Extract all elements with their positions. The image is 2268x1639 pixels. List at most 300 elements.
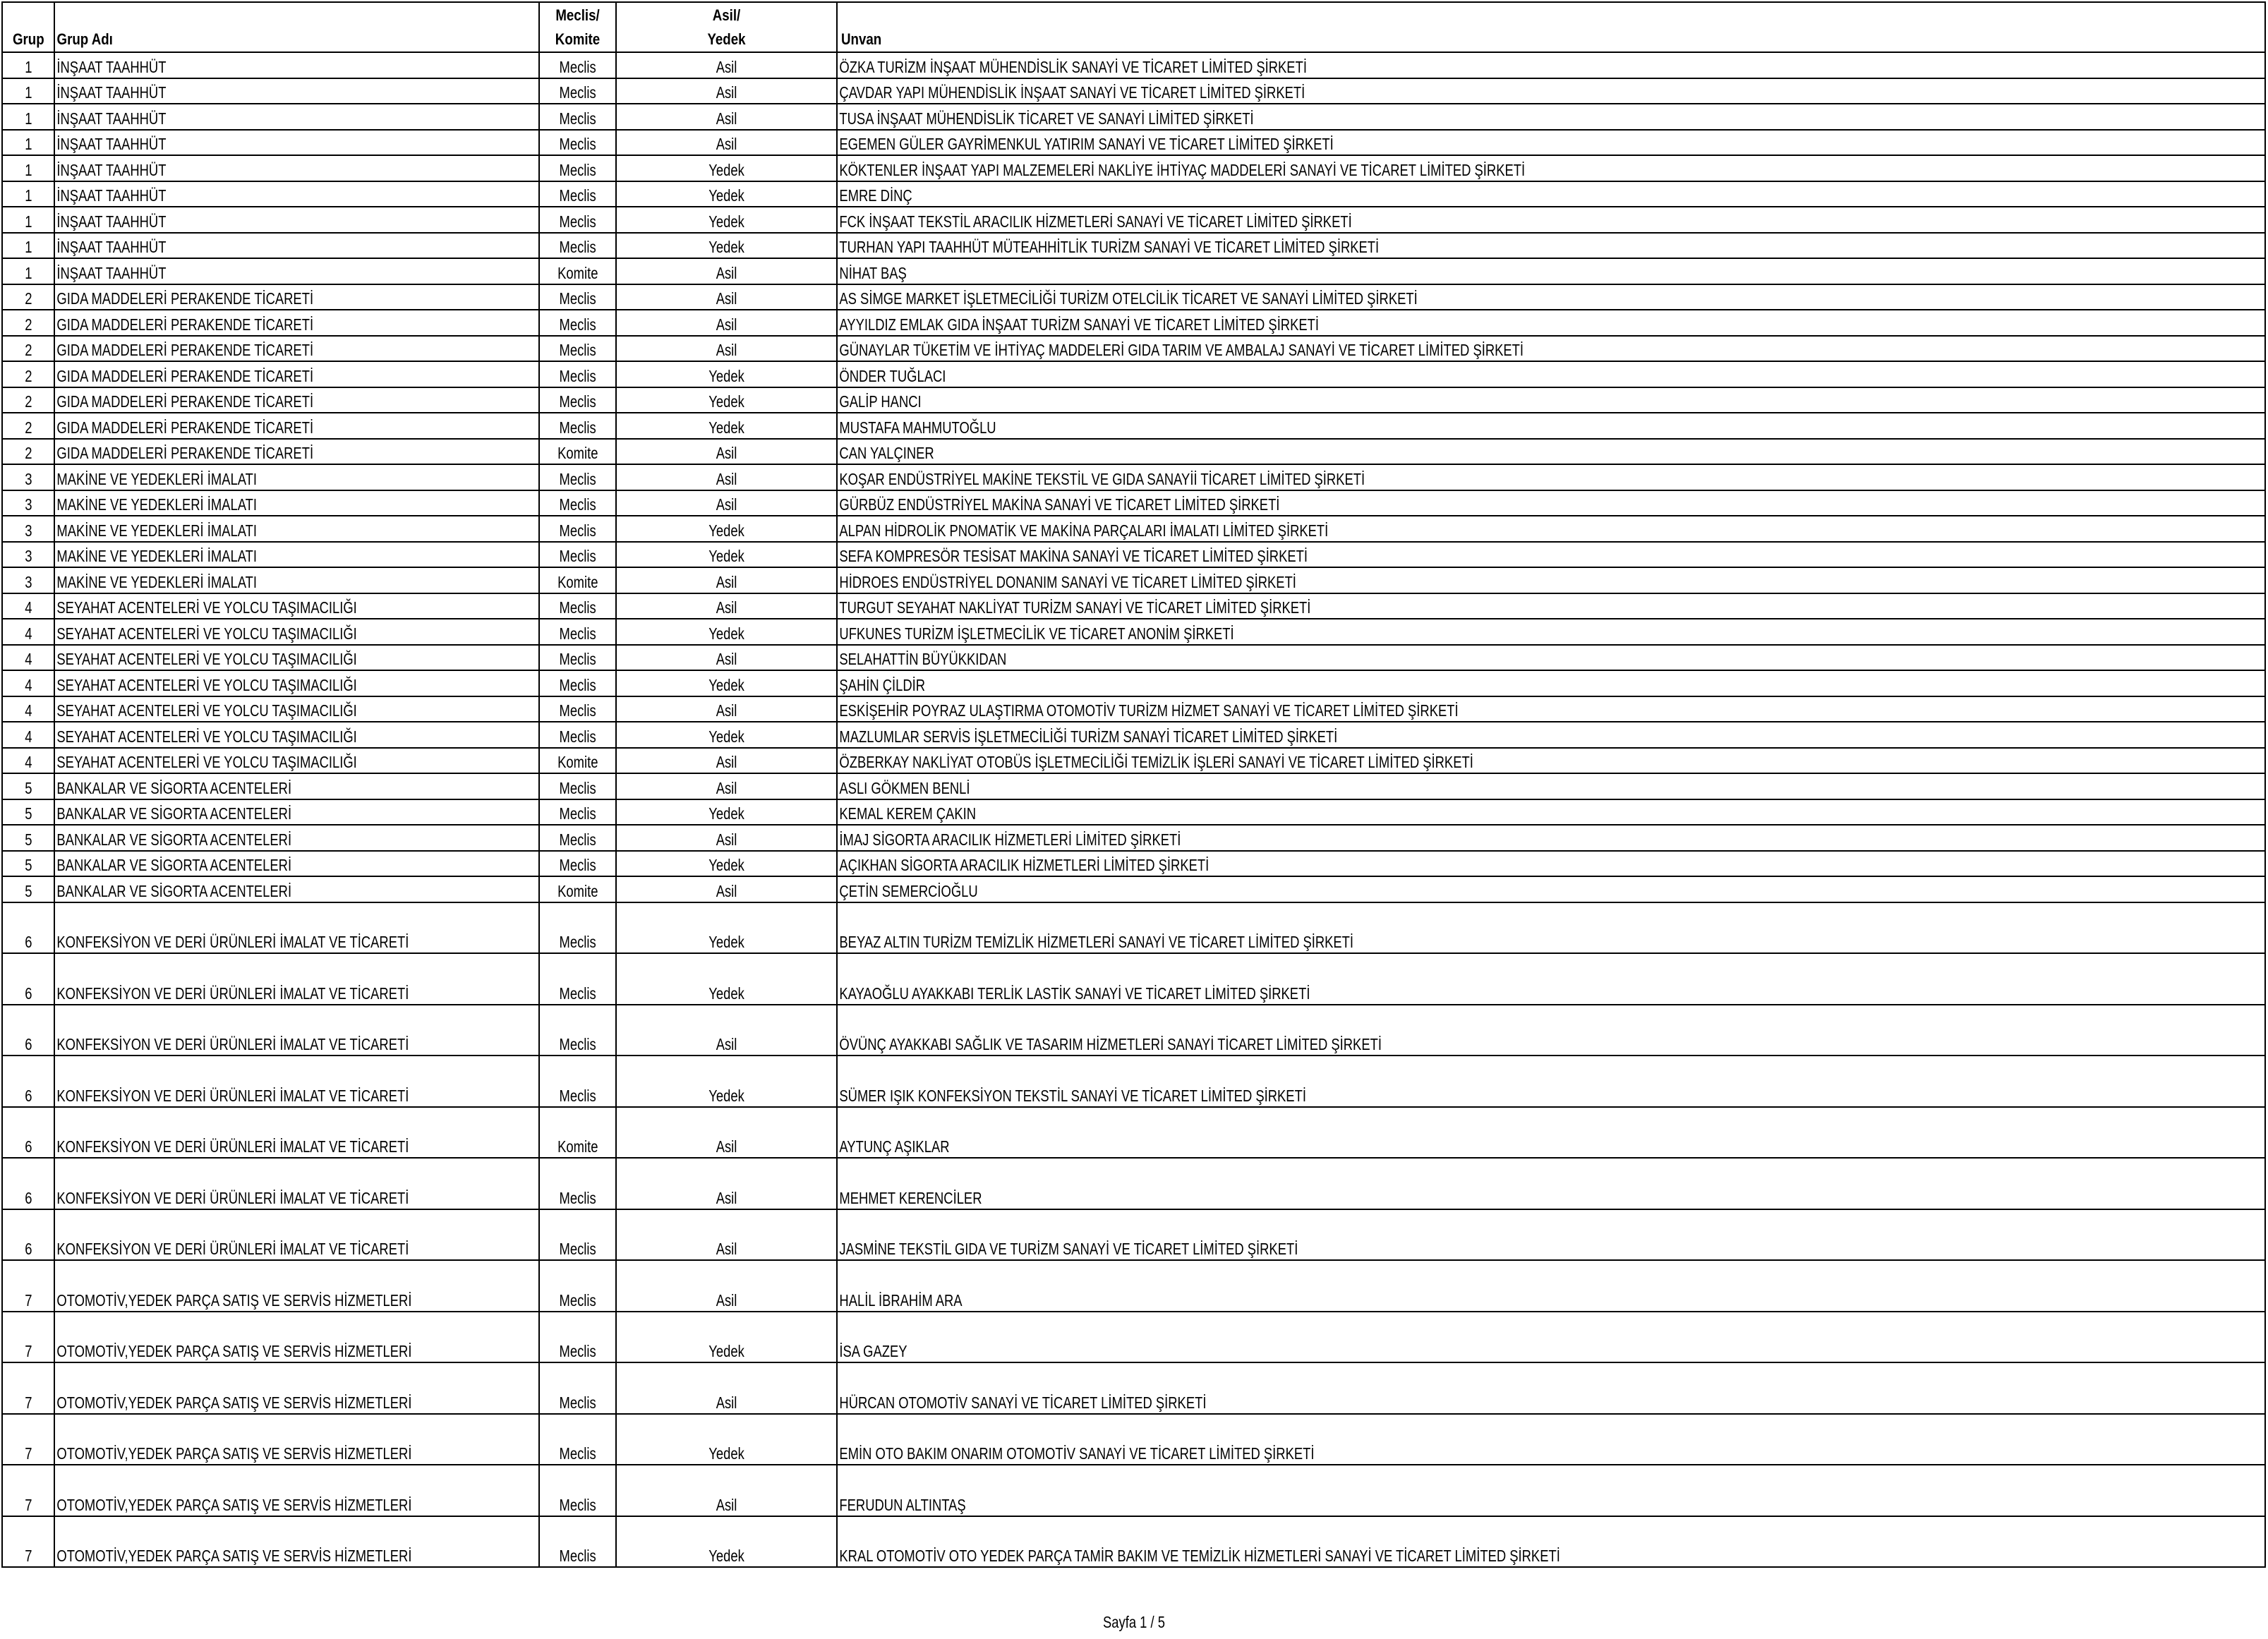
cell-asil-yedek-text: Asil (716, 650, 737, 668)
cell-grup (2, 1414, 54, 1465)
cell-unvan-text: KOŞAR ENDÜSTRİYEL MAKİNE TEKSTİL VE GIDA SANAYİİ TİCARET LİMİTED ŞİRKETİ (839, 469, 1365, 488)
cell-meclis-komite-text: Meclis (559, 57, 596, 76)
cell-meclis-komite (539, 336, 616, 362)
cell-grup (2, 130, 54, 156)
cell-unvan-text: GÜRBÜZ ENDÜSTRİYEL MAKİNA SANAYİ VE TİCARET LİMİTED ŞİRKETİ (839, 495, 1280, 514)
cell-grup-adi-text: GIDA MADDELERİ PERAKENDE TİCARETİ (56, 341, 314, 359)
cell-grup-text: 4 (24, 598, 32, 617)
cell-unvan-text: ÖZBERKAY NAKLİYAT OTOBÜS İŞLETMECİLİĞİ TEMİZLİK İŞLERİ SANAYİ VE TİCARET LİMİTED ŞİRKETİ (839, 753, 1473, 771)
table-row (2, 902, 2265, 954)
table-row (2, 748, 2265, 774)
cell-grup-adi (54, 567, 539, 593)
cell-asil-yedek-text: Yedek (708, 521, 744, 540)
cell-asil-yedek-text: Yedek (708, 212, 744, 231)
cell-grup-adi-text: KONFEKSİYON VE DERİ ÜRÜNLERİ İMALAT VE TİCARETİ (56, 933, 409, 951)
cell-grup-adi (54, 619, 539, 645)
cell-asil-yedek-text: Asil (716, 830, 737, 849)
cell-grup (2, 104, 54, 130)
cell-asil-yedek-text: Yedek (708, 418, 744, 437)
cell-grup-text: 4 (24, 650, 32, 668)
cell-grup-adi-text: OTOMOTİV,YEDEK PARÇA SATIŞ VE SERVİS HİZMETLERİ (56, 1547, 412, 1565)
cell-asil-yedek (616, 1362, 837, 1414)
cell-asil-yedek-text: Yedek (708, 392, 744, 411)
table-row (2, 1362, 2265, 1414)
cell-grup (2, 1516, 54, 1568)
cell-asil-yedek-text: Yedek (708, 238, 744, 256)
cell-meclis-komite (539, 258, 616, 284)
cell-meclis-komite (539, 233, 616, 259)
header-grup-adi-label: Grup Adı (56, 30, 113, 48)
cell-grup-adi-text: KONFEKSİYON VE DERİ ÜRÜNLERİ İMALAT VE TİCARETİ (56, 1086, 409, 1105)
cell-grup (2, 722, 54, 748)
cell-meclis-komite (539, 748, 616, 774)
cell-meclis-komite (539, 207, 616, 233)
cell-grup-text: 6 (24, 1240, 32, 1258)
cell-grup-text: 1 (24, 135, 32, 153)
cell-grup-text: 2 (24, 341, 32, 359)
cell-grup-adi (54, 310, 539, 336)
cell-grup-adi (54, 1209, 539, 1261)
page-footer (0, 1611, 2268, 1633)
cell-grup-adi-text: BANKALAR VE SİGORTA ACENTELERİ (56, 856, 292, 874)
cell-asil-yedek-text: Asil (716, 444, 737, 462)
cell-meclis-komite (539, 1056, 616, 1107)
cell-meclis-komite-text: Meclis (559, 547, 596, 565)
header-grup-label: Grup (12, 30, 44, 48)
table-row (2, 1312, 2265, 1363)
cell-unvan-text: HİDROES ENDÜSTRİYEL DONANIM SANAYİ VE TİCARET LİMİTED ŞİRKETİ (839, 572, 1296, 591)
cell-meclis-komite-text: Meclis (559, 1547, 596, 1565)
cell-asil-yedek-text: Asil (716, 572, 737, 591)
cell-meclis-komite (539, 542, 616, 568)
cell-unvan (837, 619, 2265, 645)
cell-grup-adi-text: OTOMOTİV,YEDEK PARÇA SATIŞ VE SERVİS HİZMETLERİ (56, 1393, 412, 1412)
table-row (2, 1107, 2265, 1159)
cell-asil-yedek (616, 799, 837, 825)
cell-grup-adi-text: SEYAHAT ACENTELERİ VE YOLCU TAŞIMACILIĞI (56, 675, 357, 694)
header-unvan-label: Unvan (841, 30, 882, 48)
cell-grup-text: 6 (24, 1035, 32, 1053)
cell-meclis-komite-text: Meclis (559, 366, 596, 385)
cell-grup-adi-text: SEYAHAT ACENTELERİ VE YOLCU TAŞIMACILIĞI (56, 701, 357, 720)
cell-asil-yedek-text: Asil (716, 1137, 737, 1156)
cell-unvan-text: SELAHATTİN BÜYÜKKIDAN (839, 650, 1007, 668)
cell-grup-adi (54, 1362, 539, 1414)
cell-asil-yedek (616, 1312, 837, 1363)
cell-asil-yedek (616, 722, 837, 748)
cell-asil-yedek (616, 1158, 837, 1209)
cell-unvan (837, 825, 2265, 851)
cell-grup-text: 4 (24, 727, 32, 746)
cell-asil-yedek-text: Yedek (708, 984, 744, 1003)
cell-meclis-komite-text: Meclis (559, 186, 596, 205)
table-row (2, 464, 2265, 490)
cell-grup (2, 361, 54, 387)
table-row (2, 361, 2265, 387)
cell-unvan (837, 542, 2265, 568)
cell-asil-yedek (616, 696, 837, 722)
cell-grup-text: 2 (24, 289, 32, 308)
table-row (2, 696, 2265, 722)
cell-meclis-komite (539, 851, 616, 877)
cell-meclis-komite-text: Meclis (559, 856, 596, 874)
cell-meclis-komite (539, 464, 616, 490)
table-row (2, 181, 2265, 207)
cell-meclis-komite-text: Meclis (559, 778, 596, 797)
cell-meclis-komite (539, 670, 616, 696)
cell-unvan (837, 1005, 2265, 1056)
cell-grup (2, 516, 54, 542)
cell-asil-yedek (616, 1209, 837, 1261)
cell-unvan (837, 1107, 2265, 1159)
cell-unvan (837, 1414, 2265, 1465)
cell-meclis-komite (539, 1005, 616, 1056)
cell-unvan-text: ŞAHİN ÇİLDİR (839, 675, 926, 694)
cell-asil-yedek (616, 1465, 837, 1516)
cell-meclis-komite (539, 130, 616, 156)
cell-grup-adi (54, 593, 539, 619)
cell-grup-text: 6 (24, 984, 32, 1003)
cell-unvan-text: ÖZKA TURİZM İNŞAAT MÜHENDİSLİK SANAYİ VE TİCARET LİMİTED ŞİRKETİ (839, 57, 1307, 76)
cell-unvan-text: ÇETİN SEMERCİOĞLU (839, 881, 978, 900)
cell-unvan (837, 413, 2265, 439)
cell-asil-yedek-text: Asil (716, 1035, 737, 1053)
cell-grup-adi-text: İNŞAAT TAAHHÜT (56, 160, 167, 179)
cell-meclis-komite (539, 1516, 616, 1568)
cell-grup-adi-text: OTOMOTİV,YEDEK PARÇA SATIŞ VE SERVİS HİZMETLERİ (56, 1290, 412, 1310)
cell-unvan-text: SÜMER IŞIK KONFEKSİYON TEKSTİL SANAYİ VE TİCARET LİMİTED ŞİRKETİ (839, 1086, 1306, 1105)
table-row (2, 593, 2265, 619)
cell-grup-adi-text: İNŞAAT TAAHHÜT (56, 238, 167, 256)
cell-grup-adi-text: MAKİNE VE YEDEKLERİ İMALATI (56, 521, 257, 540)
cell-unvan-text: EGEMEN GÜLER GAYRİMENKUL YATIRIM SANAYİ VE TİCARET LİMİTED ŞİRKETİ (839, 135, 1334, 153)
cell-meclis-komite-text: Meclis (559, 650, 596, 668)
cell-meclis-komite-text: Meclis (559, 315, 596, 334)
cell-grup-adi (54, 361, 539, 387)
cell-grup (2, 567, 54, 593)
cell-meclis-komite (539, 1260, 616, 1312)
cell-grup-adi-text: OTOMOTİV,YEDEK PARÇA SATIŞ VE SERVİS HİZMETLERİ (56, 1495, 412, 1514)
cell-grup-text: 3 (24, 572, 32, 591)
cell-asil-yedek-text: Asil (716, 469, 737, 488)
table-row (2, 516, 2265, 542)
cell-asil-yedek (616, 155, 837, 181)
cell-asil-yedek-text: Yedek (708, 1086, 744, 1105)
cell-meclis-komite-text: Meclis (559, 135, 596, 153)
cell-grup-adi-text: KONFEKSİYON VE DERİ ÜRÜNLERİ İMALAT VE TİCARETİ (56, 1035, 409, 1053)
cell-asil-yedek (616, 1516, 837, 1568)
cell-grup-adi (54, 1056, 539, 1107)
cell-grup-text: 6 (24, 1086, 32, 1105)
cell-meclis-komite (539, 1107, 616, 1159)
cell-unvan-text: MUSTAFA MAHMUTOĞLU (839, 418, 996, 437)
table-row (2, 1209, 2265, 1261)
page-number: Sayfa 1 / 5 (1103, 1613, 1165, 1631)
cell-unvan-text: İMAJ SİGORTA ARACILIK HİZMETLERİ LİMİTED ŞİRKETİ (839, 830, 1181, 849)
header-meclis-komite (539, 2, 616, 52)
cell-grup-text: 5 (24, 881, 32, 900)
cell-unvan-text: GÜNAYLAR TÜKETİM VE İHTİYAÇ MADDELERİ GIDA TARIM VE AMBALAJ SANAYİ VE TİCARET LİMİTED ŞİRKETİ (839, 341, 1524, 359)
cell-meclis-komite (539, 439, 616, 465)
cell-unvan (837, 104, 2265, 130)
cell-grup-adi (54, 1516, 539, 1568)
table-row (2, 1465, 2265, 1516)
cell-grup-adi (54, 413, 539, 439)
cell-meclis-komite-text: Meclis (559, 1342, 596, 1360)
cell-grup-adi (54, 336, 539, 362)
cell-grup-adi-text: GIDA MADDELERİ PERAKENDE TİCARETİ (56, 418, 314, 437)
table-row (2, 413, 2265, 439)
cell-grup (2, 593, 54, 619)
cell-meclis-komite-text: Komite (557, 881, 598, 900)
table-row (2, 387, 2265, 413)
cell-meclis-komite (539, 593, 616, 619)
cell-asil-yedek-text: Asil (716, 135, 737, 153)
cell-asil-yedek (616, 284, 837, 310)
cell-meclis-komite (539, 902, 616, 954)
cell-grup (2, 953, 54, 1005)
cell-meclis-komite (539, 722, 616, 748)
cell-grup (2, 670, 54, 696)
cell-grup-adi-text: KONFEKSİYON VE DERİ ÜRÜNLERİ İMALAT VE TİCARETİ (56, 1188, 409, 1207)
cell-grup-adi (54, 233, 539, 259)
cell-grup-adi-text: BANKALAR VE SİGORTA ACENTELERİ (56, 804, 292, 823)
cell-grup-adi-text: MAKİNE VE YEDEKLERİ İMALATI (56, 469, 257, 488)
cell-asil-yedek-text: Asil (716, 341, 737, 359)
cell-meclis-komite-text: Meclis (559, 1188, 596, 1207)
cell-grup-adi-text: MAKİNE VE YEDEKLERİ İMALATI (56, 572, 257, 591)
cell-unvan-text: UFKUNES TURİZM İŞLETMECİLİK VE TİCARET ANONİM ŞİRKETİ (839, 624, 1234, 643)
cell-unvan (837, 233, 2265, 259)
cell-asil-yedek-text: Asil (716, 1290, 737, 1310)
cell-asil-yedek (616, 464, 837, 490)
cell-grup-adi-text: İNŞAAT TAAHHÜT (56, 109, 167, 128)
cell-grup-text: 4 (24, 675, 32, 694)
cell-grup (2, 52, 54, 78)
cell-grup-text: 5 (24, 856, 32, 874)
cell-asil-yedek-text: Yedek (708, 160, 744, 179)
cell-grup-adi (54, 387, 539, 413)
cell-asil-yedek (616, 181, 837, 207)
cell-unvan-text: AÇIKHAN SİGORTA ARACILIK HİZMETLERİ LİMİTED ŞİRKETİ (839, 856, 1210, 874)
cell-unvan-text: FERUDUN ALTINTAŞ (839, 1495, 966, 1514)
cell-grup (2, 181, 54, 207)
cell-grup (2, 851, 54, 877)
cell-asil-yedek (616, 130, 837, 156)
cell-unvan-text: NİHAT BAŞ (839, 263, 907, 282)
cell-grup-adi-text: İNŞAAT TAAHHÜT (56, 212, 167, 231)
cell-grup-adi-text: GIDA MADDELERİ PERAKENDE TİCARETİ (56, 289, 314, 308)
cell-asil-yedek-text: Yedek (708, 804, 744, 823)
cell-grup-text: 6 (24, 1137, 32, 1156)
cell-asil-yedek-text: Yedek (708, 547, 744, 565)
header-asil-yedek-line1: Asil/ (712, 6, 741, 24)
cell-meclis-komite (539, 490, 616, 516)
cell-unvan-text: HÜRCAN OTOMOTİV SANAYİ VE TİCARET LİMİTED ŞİRKETİ (839, 1393, 1207, 1412)
cell-meclis-komite-text: Komite (557, 753, 598, 771)
cell-unvan (837, 593, 2265, 619)
cell-meclis-komite-text: Meclis (559, 392, 596, 411)
cell-asil-yedek-text: Yedek (708, 366, 744, 385)
cell-grup-adi (54, 748, 539, 774)
cell-unvan (837, 155, 2265, 181)
table-row (2, 104, 2265, 130)
cell-meclis-komite (539, 387, 616, 413)
cell-grup-adi (54, 1414, 539, 1465)
table-row (2, 439, 2265, 465)
cell-asil-yedek (616, 336, 837, 362)
cell-grup-adi-text: İNŞAAT TAAHHÜT (56, 135, 167, 153)
table-row (2, 284, 2265, 310)
cell-grup-adi (54, 284, 539, 310)
cell-meclis-komite (539, 645, 616, 671)
cell-asil-yedek (616, 439, 837, 465)
table-row (2, 1516, 2265, 1568)
cell-grup (2, 619, 54, 645)
cell-grup (2, 1260, 54, 1312)
header-grup (2, 2, 54, 52)
cell-unvan-text: BEYAZ ALTIN TURİZM TEMİZLİK HİZMETLERİ SANAYİ VE TİCARET LİMİTED ŞİRKETİ (839, 933, 1354, 951)
cell-asil-yedek-text: Yedek (708, 186, 744, 205)
cell-asil-yedek-text: Asil (716, 289, 737, 308)
cell-unvan (837, 1362, 2265, 1414)
cell-meclis-komite (539, 310, 616, 336)
cell-meclis-komite-text: Meclis (559, 83, 596, 102)
cell-grup-text: 4 (24, 624, 32, 643)
cell-meclis-komite-text: Komite (557, 444, 598, 462)
cell-meclis-komite-text: Meclis (559, 933, 596, 951)
cell-grup-text: 4 (24, 753, 32, 771)
cell-asil-yedek-text: Yedek (708, 1444, 744, 1463)
cell-unvan (837, 490, 2265, 516)
cell-meclis-komite-text: Meclis (559, 1290, 596, 1310)
cell-unvan (837, 1465, 2265, 1516)
cell-unvan-text: ÇAVDAR YAPI MÜHENDİSLİK İNŞAAT SANAYİ VE TİCARET LİMİTED ŞİRKETİ (839, 83, 1305, 102)
cell-grup-adi-text: SEYAHAT ACENTELERİ VE YOLCU TAŞIMACILIĞI (56, 753, 357, 771)
cell-meclis-komite-text: Meclis (559, 1393, 596, 1412)
cell-grup-adi (54, 1107, 539, 1159)
table-row (2, 1005, 2265, 1056)
cell-grup-text: 3 (24, 547, 32, 565)
cell-grup-text: 5 (24, 804, 32, 823)
cell-asil-yedek (616, 258, 837, 284)
header-asil-yedek-line2: Yedek (707, 30, 746, 48)
cell-grup (2, 78, 54, 104)
cell-grup-text: 1 (24, 83, 32, 102)
cell-asil-yedek-text: Yedek (708, 1342, 744, 1360)
cell-grup-adi-text: BANKALAR VE SİGORTA ACENTELERİ (56, 881, 292, 900)
cell-grup-adi-text: GIDA MADDELERİ PERAKENDE TİCARETİ (56, 315, 314, 334)
cell-grup-adi (54, 1158, 539, 1209)
cell-asil-yedek (616, 825, 837, 851)
cell-grup-adi-text: İNŞAAT TAAHHÜT (56, 263, 167, 282)
cell-grup-adi (54, 439, 539, 465)
cell-grup-text: 7 (24, 1495, 32, 1514)
cell-meclis-komite-text: Meclis (559, 624, 596, 643)
cell-asil-yedek-text: Yedek (708, 727, 744, 746)
cell-grup-adi (54, 825, 539, 851)
cell-asil-yedek-text: Asil (716, 778, 737, 797)
cell-grup-adi-text: GIDA MADDELERİ PERAKENDE TİCARETİ (56, 366, 314, 385)
cell-grup (2, 1465, 54, 1516)
cell-meclis-komite (539, 104, 616, 130)
cell-asil-yedek (616, 1107, 837, 1159)
cell-grup (2, 799, 54, 825)
cell-grup-adi-text: İNŞAAT TAAHHÜT (56, 83, 167, 102)
cell-grup (2, 825, 54, 851)
cell-grup-adi-text: KONFEKSİYON VE DERİ ÜRÜNLERİ İMALAT VE TİCARETİ (56, 1240, 409, 1258)
cell-grup-text: 6 (24, 1188, 32, 1207)
cell-grup (2, 748, 54, 774)
cell-asil-yedek (616, 1005, 837, 1056)
cell-unvan-text: TURGUT SEYAHAT NAKLİYAT TURİZM SANAYİ VE TİCARET LİMİTED ŞİRKETİ (839, 598, 1311, 617)
cell-grup (2, 645, 54, 671)
table-row (2, 542, 2265, 568)
cell-asil-yedek (616, 851, 837, 877)
cell-grup-adi (54, 1005, 539, 1056)
cell-meclis-komite-text: Meclis (559, 238, 596, 256)
cell-grup-text: 2 (24, 315, 32, 334)
table-row (2, 336, 2265, 362)
cell-asil-yedek (616, 619, 837, 645)
cell-unvan (837, 773, 2265, 799)
cell-unvan-text: MAZLUMLAR SERVİS İŞLETMECİLİĞİ TURİZM SANAYİ TİCARET LİMİTED ŞİRKETİ (839, 727, 1338, 746)
cell-grup-adi-text: İNŞAAT TAAHHÜT (56, 186, 167, 205)
cell-unvan-text: AYTUNÇ AŞIKLAR (839, 1137, 950, 1156)
cell-asil-yedek (616, 207, 837, 233)
table-row (2, 233, 2265, 259)
cell-grup (2, 233, 54, 259)
cell-asil-yedek (616, 233, 837, 259)
cell-unvan-text: AS SİMGE MARKET İŞLETMECİLİĞİ TURİZM OTELCİLİK TİCARET VE SANAYİ LİMİTED ŞİRKETİ (839, 289, 1418, 308)
cell-asil-yedek-text: Asil (716, 315, 737, 334)
cell-asil-yedek (616, 748, 837, 774)
cell-unvan-text: KÖKTENLER İNŞAAT YAPI MALZEMELERİ NAKLİYE İHTİYAÇ MADDELERİ SANAYİ VE TİCARET LİMİTED ŞİRKETİ (839, 160, 1526, 179)
cell-asil-yedek-text: Asil (716, 495, 737, 514)
cell-grup-adi (54, 207, 539, 233)
cell-meclis-komite (539, 799, 616, 825)
cell-grup (2, 876, 54, 902)
cell-meclis-komite (539, 361, 616, 387)
cell-grup-adi (54, 851, 539, 877)
cell-unvan (837, 1056, 2265, 1107)
cell-grup-adi-text: MAKİNE VE YEDEKLERİ İMALATI (56, 495, 257, 514)
cell-asil-yedek (616, 567, 837, 593)
table-row (2, 645, 2265, 671)
cell-grup-text: 1 (24, 160, 32, 179)
cell-grup-adi (54, 696, 539, 722)
cell-grup-adi (54, 258, 539, 284)
cell-meclis-komite-text: Meclis (559, 984, 596, 1003)
cell-grup-text: 5 (24, 778, 32, 797)
cell-meclis-komite (539, 1312, 616, 1363)
cell-unvan (837, 1158, 2265, 1209)
cell-meclis-komite-text: Meclis (559, 1035, 596, 1053)
cell-meclis-komite-text: Meclis (559, 1444, 596, 1463)
cell-grup-adi (54, 1312, 539, 1363)
cell-unvan (837, 851, 2265, 877)
table-row (2, 876, 2265, 902)
table-row (2, 825, 2265, 851)
cell-unvan-text: CAN YALÇINER (839, 444, 934, 462)
cell-grup (2, 1107, 54, 1159)
cell-meclis-komite-text: Meclis (559, 1495, 596, 1514)
table-row (2, 722, 2265, 748)
cell-unvan-text: JASMİNE TEKSTİL GIDA VE TURİZM SANAYİ VE TİCARET LİMİTED ŞİRKETİ (839, 1240, 1298, 1258)
cell-grup-adi (54, 490, 539, 516)
cell-grup (2, 336, 54, 362)
cell-asil-yedek-text: Asil (716, 1393, 737, 1412)
